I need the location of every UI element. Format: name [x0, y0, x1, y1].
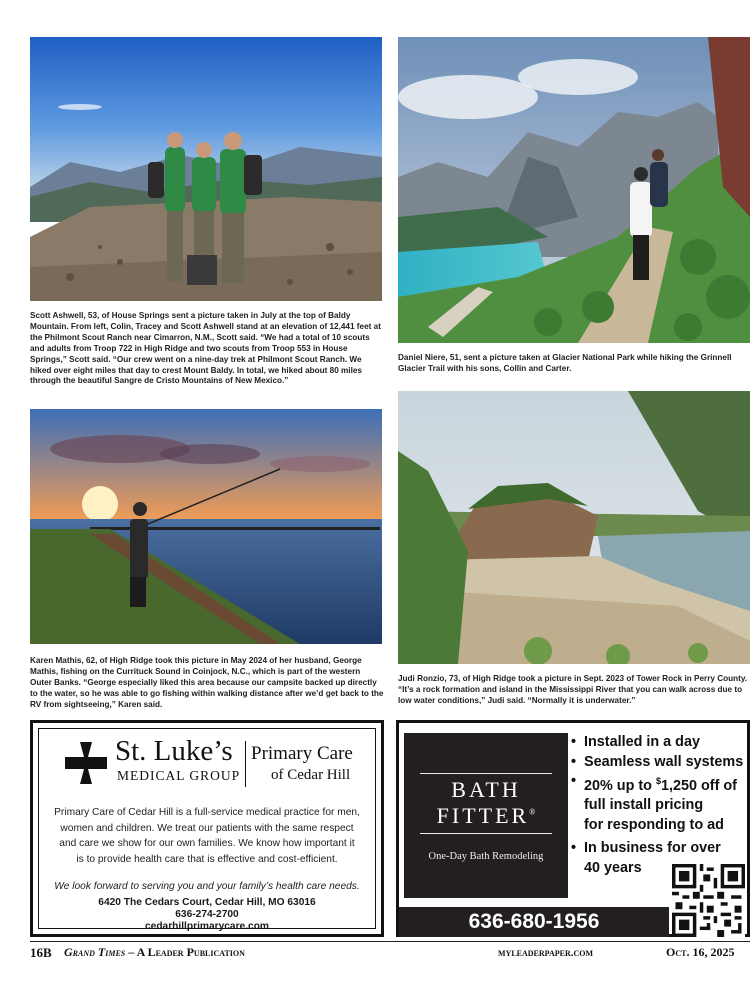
bullet-item: • In business for over [571, 839, 751, 859]
st-lukes-service-1: Primary Care [251, 743, 353, 764]
bath-fitter-logo-panel [404, 733, 568, 898]
footer-date: Oct. 16, 2025 [666, 945, 735, 959]
st-lukes-website[interactable]: cedarhillprimarycare.com [144, 921, 269, 932]
photo-glacier-park [398, 37, 750, 343]
bath-fitter-logo-word: FITTER [436, 803, 530, 828]
footer-page-number: 16B [30, 945, 52, 960]
bullet-item [571, 772, 751, 796]
st-lukes-brand: St. Luke’s [115, 735, 233, 767]
caption-tower-rock: Judi Ronzio, 73, of High Ridge took a picture in Sept. 2023 of Tower Rock in Perry County. “It’s a rock formation and island in the Mississippi River that you can walk across due to low water conditions,” Judi said. “Normally it is underwater.” [398, 674, 748, 705]
st-lukes-service-2: of Cedar Hill [271, 767, 351, 783]
bath-fitter-logo-line-2 [404, 803, 568, 829]
footer-rule [30, 941, 750, 942]
bath-fitter-bullets [571, 733, 751, 878]
footer-publication-suffix: – A Leader Publication [125, 945, 245, 959]
ad-st-lukes[interactable] [30, 720, 384, 937]
st-lukes-tagline: We look forward to serving you and your family’s health care needs. [54, 881, 360, 892]
logo-rule-bottom [420, 833, 552, 834]
st-lukes-description [47, 805, 367, 867]
qr-code-icon[interactable] [672, 864, 745, 937]
caption-currituck-sunset: Karen Mathis, 62, of High Ridge took this picture in May 2024 of her husband, George Mathis, fishing on the Currituck Sound in Coinjock, N.C., which is part of the western Outer Banks. “George especially liked this area because our campsite backed up directly to the water, so he was able to go fishing within walking distance after we’d get back to the RV from sightseeing,” Karen said. [30, 656, 384, 709]
footer-publication-name: Grand Times [64, 945, 126, 959]
bullet-item: • Seamless wall systems [571, 753, 751, 773]
logo-divider [245, 741, 246, 787]
footer-publication [64, 945, 245, 960]
photo-currituck-sunset [30, 409, 382, 644]
bullet-sup: $ [655, 776, 661, 786]
bullet-continuation: 40 years [584, 859, 642, 876]
ad-bath-fitter[interactable] [396, 720, 750, 937]
photo-tower-rock [398, 391, 750, 664]
caption-glacier-park: Daniel Niere, 51, sent a picture taken at Glacier National Park while hiking the Grinnell Glacier Trail with his sons, Collin and Carter. [398, 353, 732, 373]
bath-fitter-phone[interactable]: 636-680-1956 [399, 907, 669, 937]
caption-baldy-mountain: Scott Ashwell, 53, of House Springs sent a picture taken in July at the top of Baldy Mountain. From left, Colin, Tracey and Scott Ashwell stand at an elevation of 12,441 feet at the Philmont Scout Ranch near Cimarron, N.M., Scott said. “We had a total of 10 scouts and adults from Troop 722 in High Ridge and two scouts from Troop 553 in House Springs,” Scott said. “Our crew went on a nine-day trek at Philmont Scout Ranch. We hiked over eight miles that day to crest Mount Baldy. In total, we hiked about 80 miles through the beautiful Sangre de Cristo Mountains of New Mexico.” [30, 311, 381, 386]
bath-fitter-logo-line-1: BATH [451, 777, 521, 802]
bullet-item: • Installed in a day [571, 733, 751, 753]
bullet-continuation: for responding to ad [584, 816, 724, 833]
bullet-text: 20% up to [584, 777, 656, 794]
st-lukes-contact [47, 897, 367, 933]
bullet-text: 1,250 off of [660, 777, 737, 794]
bath-fitter-tagline: One-Day Bath Remodeling [428, 851, 544, 862]
bullet-continuation: full install pricing [584, 797, 704, 814]
ad-st-lukes-border [38, 728, 376, 932]
st-lukes-body-line: is to provide health care that is effective and cost-efficient. [76, 853, 338, 865]
st-lukes-address: 6420 The Cedars Court, Cedar Hill, MO 63016 [98, 897, 316, 908]
footer-website[interactable]: myleaderpaper.com [498, 947, 594, 959]
st-lukes-group: MEDICAL GROUP [117, 768, 241, 783]
st-lukes-body-line: Primary Care of Cedar Hill is a full-service medical practice for men, [54, 807, 360, 818]
photo-baldy-mountain [30, 37, 382, 301]
logo-rule-top [420, 773, 552, 774]
st-lukes-cross-icon [65, 742, 107, 784]
registered-mark: ® [529, 807, 536, 817]
st-lukes-phone[interactable]: 636-274-2700 [175, 909, 239, 920]
st-lukes-body-line: and care we show for our own families. We know how important it [59, 838, 355, 849]
st-lukes-body-line: women and children. We treat our patients with the same respect [60, 822, 354, 834]
